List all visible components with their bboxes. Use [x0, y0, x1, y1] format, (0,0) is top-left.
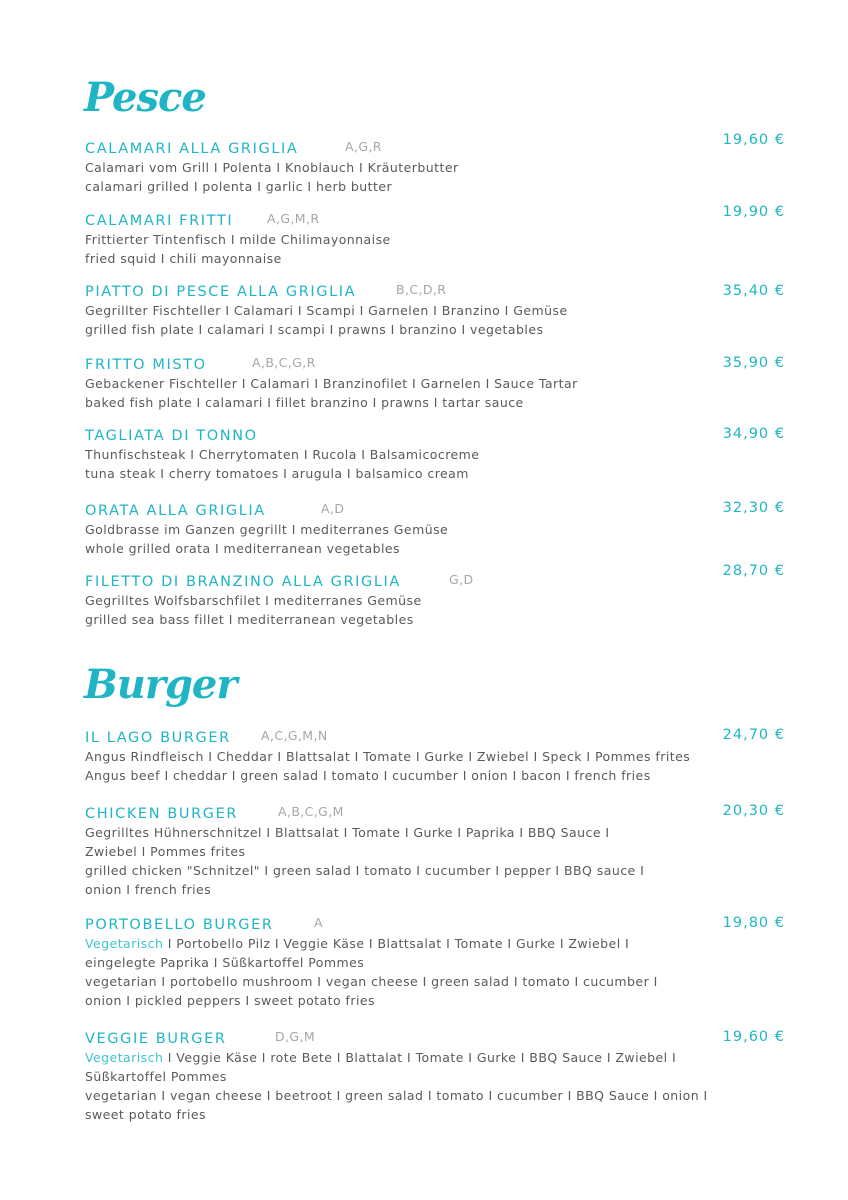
item-price: 35,90 € — [722, 355, 785, 371]
item-description-de-text: I Veggie Käse I rote Bete I Blattalat I Tomate I Gurke I BBQ Sauce I Zwiebel I Süßkartoffel Pommes — [85, 1050, 677, 1084]
menu-item — [85, 803, 795, 899]
item-description-de: Gegrillter Fischteller I Calamari I Scampi I Garnelen I Branzino I Gemüse — [85, 303, 568, 318]
item-price: 34,90 € — [722, 426, 785, 442]
item-description-en: grilled sea bass fillet I mediterranean vegetables — [85, 612, 414, 627]
vegetarian-label: Vegetarisch — [85, 1050, 164, 1065]
vegetarian-label: Vegetarisch — [85, 936, 164, 951]
menu-item — [85, 1028, 795, 1124]
item-allergens: A,G,M,R — [267, 211, 320, 226]
menu-item — [85, 500, 795, 558]
item-description-de-text: I Portobello Pilz I Veggie Käse I Blattsalat I Tomate I Gurke I Zwiebel I eingelegte Paprika I Süßkartoffel Pommes — [85, 936, 630, 970]
menu-item — [85, 204, 795, 268]
item-description-en: Angus beef I cheddar I green salad I tomato I cucumber I onion I bacon I french fries — [85, 768, 651, 783]
item-description-en: grilled fish plate I calamari I scampi I prawns I branzino I vegetables — [85, 322, 544, 337]
menu-item — [85, 425, 795, 483]
item-description-en: whole grilled orata I mediterranean vegetables — [85, 541, 400, 556]
item-name: FRITTO MISTO — [85, 357, 207, 373]
item-name: PORTOBELLO BURGER — [85, 917, 274, 933]
item-price: 35,40 € — [722, 283, 785, 299]
item-description-de: Gegrilltes Wolfsbarschfilet I mediterranes Gemüse — [85, 593, 422, 608]
item-price: 24,70 € — [722, 727, 785, 743]
item-price: 28,70 € — [722, 563, 785, 579]
item-price: 32,30 € — [722, 500, 785, 516]
item-name: CHICKEN BURGER — [85, 806, 239, 822]
item-allergens: A,D — [321, 501, 345, 516]
item-price: 19,60 € — [722, 1029, 785, 1045]
menu-item — [85, 727, 795, 785]
menu-item — [85, 563, 795, 629]
item-name: VEGGIE BURGER — [85, 1031, 227, 1047]
item-description-de: Angus Rindfleisch I Cheddar I Blattsalat I Tomate I Gurke I Zwiebel I Speck I Pommes frites — [85, 749, 691, 764]
item-description-en: baked fish plate I calamari I fillet branzino I prawns I tartar sauce — [85, 395, 524, 410]
item-description-de: Thunfischsteak I Cherrytomaten I Rucola I Balsamicocreme — [85, 447, 480, 462]
item-name: CALAMARI FRITTI — [85, 213, 234, 229]
item-description-de: Gebackener Fischteller I Calamari I Branzinofilet I Garnelen I Sauce Tartar — [85, 376, 578, 391]
item-name: PIATTO DI PESCE ALLA GRIGLIA — [85, 284, 357, 300]
item-price: 19,60 € — [722, 132, 785, 148]
item-description-en: vegetarian I vegan cheese I beetroot I green salad I tomato I cucumber I BBQ Sauce I onion I sweet potato fries — [85, 1088, 708, 1122]
section-title-pesce: Pesce — [84, 74, 206, 121]
menu-item — [85, 354, 795, 412]
item-description-de — [85, 934, 655, 972]
item-description-en: fried squid I chili mayonnaise — [85, 251, 282, 266]
item-description-de: Goldbrasse im Ganzen gegrillt I mediterranes Gemüse — [85, 522, 449, 537]
item-description-de: Gegrilltes Hühnerschnitzel I Blattsalat I Tomate I Gurke I Paprika I BBQ Sauce I Zwiebel I Pommes frites — [85, 825, 610, 859]
item-price: 19,90 € — [722, 204, 785, 220]
item-description-en: calamari grilled I polenta I garlic I herb butter — [85, 179, 393, 194]
item-allergens: G,D — [449, 572, 474, 587]
item-description-en: vegetarian I portobello mushroom I vegan cheese I green salad I tomato I cucumber I onion I pickled peppers I sweet potato fries — [85, 974, 658, 1008]
item-name: TAGLIATA DI TONNO — [85, 428, 258, 444]
item-price: 20,30 € — [722, 803, 785, 819]
item-allergens: B,C,D,R — [396, 282, 447, 297]
item-description-en: tuna steak I cherry tomatoes I arugula I balsamico cream — [85, 466, 469, 481]
menu-item — [85, 132, 795, 196]
item-allergens: A,B,C,G,R — [252, 355, 316, 370]
item-name: CALAMARI ALLA GRIGLIA — [85, 141, 299, 157]
menu-item — [85, 914, 795, 1010]
section-title-burger: Burger — [84, 661, 237, 708]
item-price: 19,80 € — [722, 915, 785, 931]
item-allergens: A,C,G,M,N — [261, 728, 328, 743]
item-allergens: A — [314, 915, 323, 930]
item-name: ORATA ALLA GRIGLIA — [85, 503, 266, 519]
item-name: IL LAGO BURGER — [85, 730, 231, 746]
item-description-de: Calamari vom Grill I Polenta I Knoblauch I Kräuterbutter — [85, 160, 459, 175]
item-allergens: D,G,M — [275, 1029, 316, 1044]
item-description-en: grilled chicken "Schnitzel" I green salad I tomato I cucumber I pepper I BBQ sauce I onion I french fries — [85, 863, 645, 897]
item-allergens: A,G,R — [345, 139, 382, 154]
item-description-de — [85, 1048, 695, 1086]
item-name: FILETTO DI BRANZINO ALLA GRIGLIA — [85, 574, 401, 590]
item-description-de: Frittierter Tintenfisch I milde Chilimayonnaise — [85, 232, 391, 247]
menu-item — [85, 281, 795, 339]
item-allergens: A,B,C,G,M — [278, 804, 344, 819]
